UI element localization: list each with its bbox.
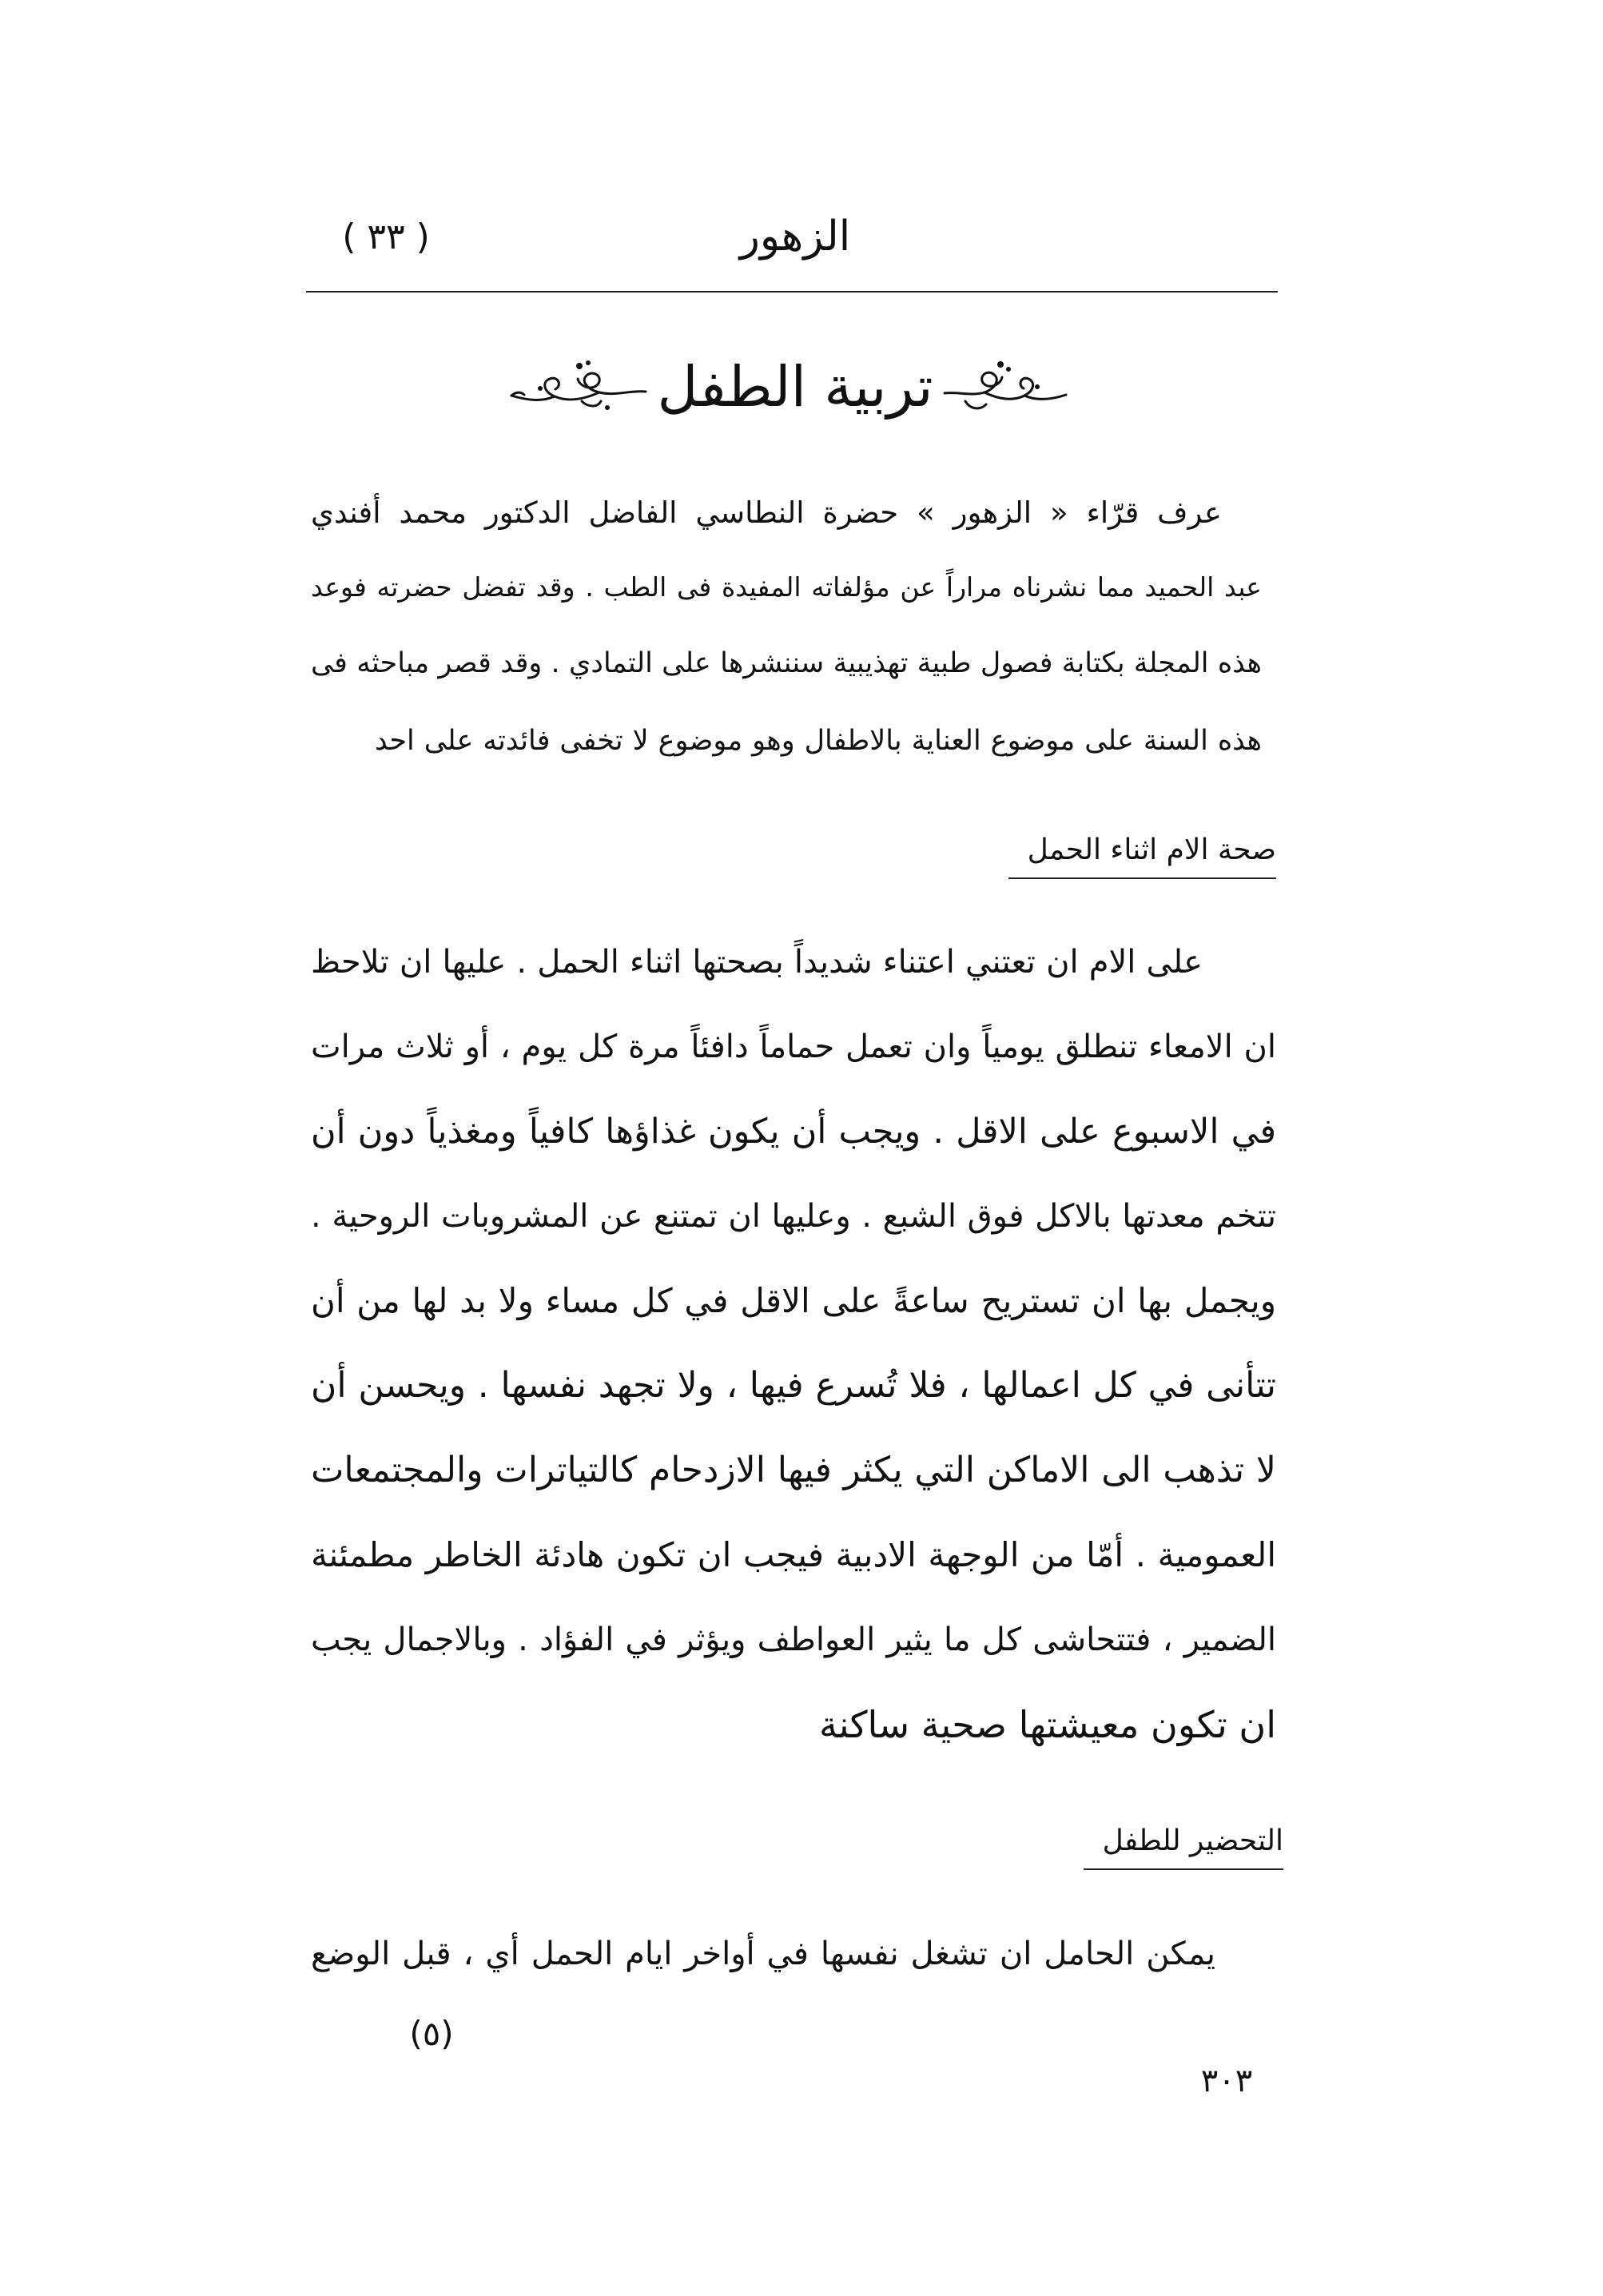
body-line: الضمير ، فتتحاشى كل ما يثير العواطف ويؤثر في الفؤاد . وبالاجمال يجب — [311, 1622, 1276, 1658]
intro-line: هذه المجلة بكتابة فصول طبية تهذيبية سننشرها على التمادي . وقد قصر مباحثه فى — [311, 647, 1262, 679]
body-line: ويجمل بها ان تستريح ساعةً على الاقل في كل مساء ولا بد لها من أن — [311, 1281, 1276, 1320]
body-line: ان تكون معيشتها صحية ساكنة — [819, 1703, 1276, 1746]
flourish-ornament-left — [505, 352, 649, 424]
body-line: في الاسبوع على الاقل . ويجب أن يكون غذاؤها كافياً ومغذياً دون أن — [311, 1112, 1276, 1152]
body-line: يمكن الحامل ان تشغل نفسها في أواخر ايام الحمل أي ، قبل الوضع — [311, 1936, 1215, 1972]
header-rule — [306, 291, 1278, 292]
body-line: ان الامعاء تنطلق يومياً وان تعمل حماماً دافئاً مرة كل يوم ، أو ثلاث مرات — [311, 1029, 1276, 1065]
sheet-number: ٣٠٣ — [1200, 2063, 1253, 2099]
body-line: تتخم معدتها بالاكل فوق الشبع . وعليها ان تمتنع عن المشروبات الروحية . — [311, 1198, 1276, 1235]
flourish-ornament-right — [941, 352, 1069, 424]
body-line: تتأنى في كل اعمالها ، فلا تُسرع فيها ، ولا تجهد نفسها . ويحسن أن — [311, 1365, 1276, 1406]
body-line: لا تذهب الى الاماكن التي يكثر فيها الازدحام كالتياترات والمجتمعات — [311, 1450, 1276, 1490]
body-line: العمومية . أمّا من الوجهة الادبية فيجب ان تكون هادئة الخاطر مطمئنة — [311, 1535, 1276, 1574]
running-title: الزهور — [739, 213, 851, 261]
signature-mark: (٥) — [409, 2014, 454, 2053]
article-title: تربية الطفل — [657, 354, 933, 420]
intro-line: عبد الحميد مما نشرناه مراراً عن مؤلفاته المفيدة فى الطب . وقد تفضل حضرته فوعد — [311, 571, 1262, 603]
section-heading: صحة الام اثناء الحمل — [1008, 828, 1276, 879]
section-heading: التحضير للطفل — [1084, 1819, 1283, 1870]
page-number: ( ٣٣ ) — [342, 217, 430, 257]
intro-line: هذه السنة على موضوع العناية بالاطفال وهو موضوع لا تخفى فائدته على احد — [375, 725, 1262, 757]
body-line: على الام ان تعتني اعتناء شديداً بصحتها اثناء الحمل . عليها ان تلاحظ — [311, 944, 1203, 981]
intro-line: عرف قرّاء « الزهور » حضرة النطاسي الفاضل الدكتور محمد أفندي — [311, 495, 1222, 530]
